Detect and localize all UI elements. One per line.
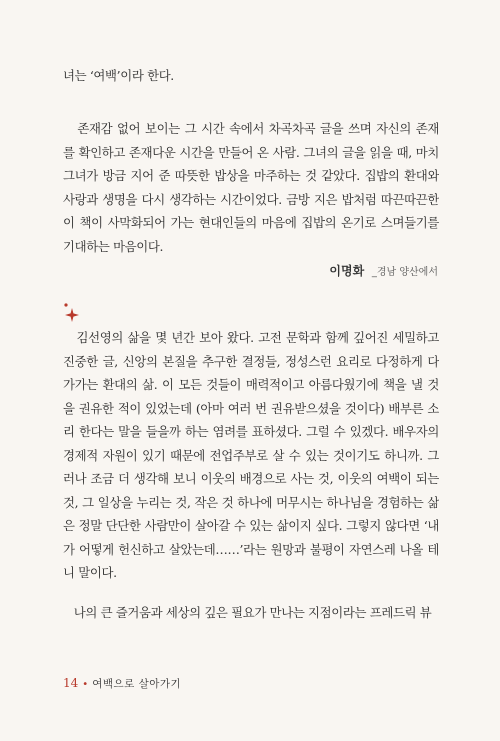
signature-location: _경남 양산에서 xyxy=(371,267,438,278)
page-footer xyxy=(63,676,181,691)
text-line: 이 책이 사막화되어 가는 현대인들의 마음에 집밥의 온기로 스며들기를 xyxy=(63,215,439,230)
text-line: 것, 그 일상을 누리는 것, 작은 것 하나에 머무시는 하나님을 경험하는 삶 xyxy=(63,494,439,510)
text-line: 러나 조금 더 생각해 보니 이웃의 배경으로 사는 것, 이웃의 여백이 되는 xyxy=(63,471,439,486)
text-line: 가 어떻게 헌신하고 살았는데……’라는 원망과 불평이 자연스레 나올 테 xyxy=(63,541,439,557)
text-line: 그녀가 방금 지어 준 따뜻한 밥상을 마주하는 것 같았다. 집밥의 환대와 xyxy=(63,168,439,183)
text-line: 니 말이다. xyxy=(63,565,117,580)
text-line: 가가는 환대의 삶. 이 모든 것들이 매력적이고 아름다웠기에 책을 낼 것 xyxy=(63,377,439,392)
text-line: 김선영의 삶을 몇 년간 보아 왔다. 고전 문학과 함께 깊어진 세밀하고 xyxy=(63,330,439,345)
text-line: 은 정말 단단한 사람만이 살아갈 수 있는 삶이지 싶다. 그렇지 않다면 ‘내 xyxy=(63,518,439,533)
signature-name: 이명화 xyxy=(329,264,365,278)
text-line: 를 확인하고 존재다운 시간을 만들어 온 사람. 그녀의 글을 읽을 때, 마치 xyxy=(63,144,439,160)
footer-dot: • xyxy=(82,679,89,690)
text-line: 사랑과 생명을 다시 생각하는 시간이었다. 금방 지은 밥처럼 따끈따끈한 xyxy=(63,191,439,207)
page-number: 14 xyxy=(63,676,79,690)
text-line: 을 권유한 적이 있었는데 (아마 여러 번 권유받으셨을 것이다) 배부른 소 xyxy=(63,400,439,416)
text-line: 녀는 ‘여백’이라 한다. xyxy=(63,68,174,83)
paragraph-2 xyxy=(63,117,439,258)
signature xyxy=(329,262,438,279)
text-line: 나의 큰 즐거움과 세상의 깊은 필요가 만나는 지점이라는 프레드릭 뷰 xyxy=(63,605,432,620)
sparkle-icon xyxy=(62,302,82,322)
text-line: 기대하는 마음이다. xyxy=(63,238,164,254)
paragraph-4 xyxy=(63,601,439,625)
text-line: 진중한 글, 신앙의 본질을 추구한 결정들, 정성스런 요리로 다정하게 다 xyxy=(63,353,439,369)
text-line: 리 한다는 말을 들을까 하는 염려를 표하셨다. 그럴 수 있겠다. 배우자의 xyxy=(63,424,439,439)
text-line: 존재감 없어 보이는 그 시간 속에서 차곡차곡 글을 쓰며 자신의 존재 xyxy=(63,121,439,136)
paragraph-1 xyxy=(63,64,439,88)
book-title: 여백으로 살아가기 xyxy=(92,678,182,690)
paragraph-3 xyxy=(63,326,439,585)
text-line: 경제적 자원이 있기 때문에 전업주부로 살 수 있는 것이기도 하니까. 그 xyxy=(63,447,439,463)
